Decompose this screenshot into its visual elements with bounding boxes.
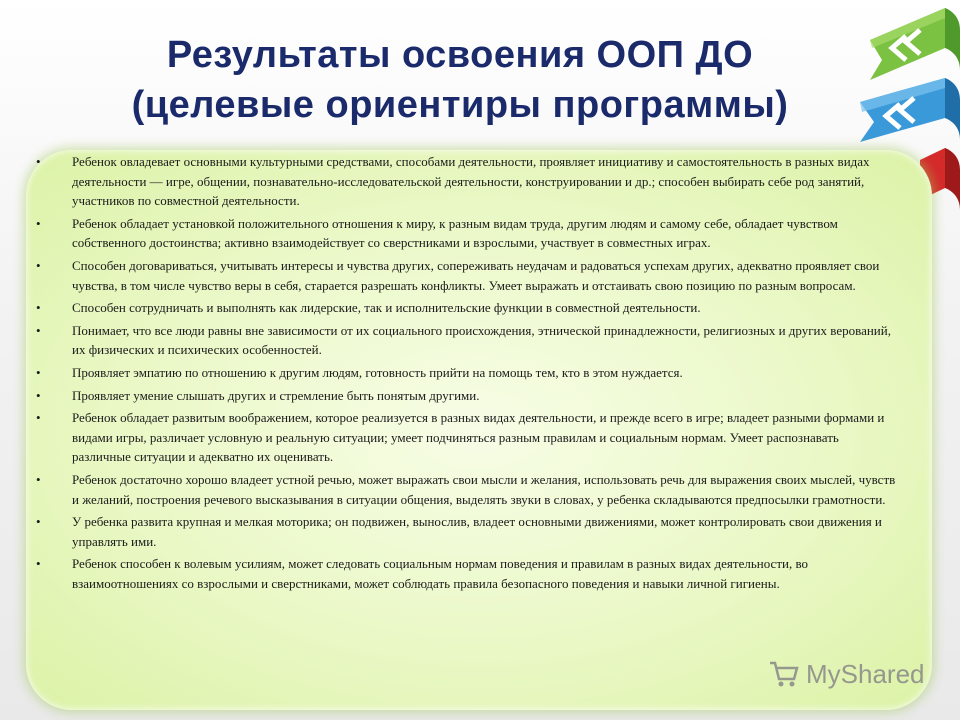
- bullet: •: [36, 322, 41, 338]
- list-item: [36, 321, 898, 360]
- bullet: •: [36, 364, 41, 380]
- list-item-text: Ребенок обладает развитым воображением, которое реализуется в разных видах деятельности, и прежде всего в игре; владеет разными формами и видами игры, различает условную и реальную ситуации; умеет подчиняться разным правилам и социальным нормам. Умеет распознавать различные ситуации и адекватно их оценивать.: [72, 410, 885, 465]
- bullet: •: [36, 410, 41, 426]
- list-item: [36, 152, 898, 211]
- bullet: •: [36, 387, 41, 403]
- list-item: [36, 408, 898, 467]
- list-item-text: Ребенок достаточно хорошо владеет устной речью, может выражать свои мысли и желания, использовать речь для выражения своих мыслей, чувств и желаний, построения речевого высказывания в ситуации общения, выделять звуки в словах, у ребенка складываются предпосылки грамотности.: [72, 471, 896, 507]
- watermark: [768, 656, 925, 692]
- list-item-text: Понимает, что все люди равны вне зависимости от их социального происхождения, этнической принадлежности, религиозных и других верований, их физических и психических особенностей.: [72, 322, 891, 358]
- list-item-text: Проявляет умение слышать других и стремление быть понятым другими.: [72, 387, 480, 403]
- bullet: •: [36, 257, 41, 273]
- watermark-text: MyShared: [806, 658, 925, 689]
- list-item: [36, 386, 898, 406]
- cart-icon: [768, 659, 800, 689]
- slide-title-line-1: Результаты освоения ООП ДО: [166, 34, 754, 76]
- bullet: •: [36, 154, 41, 169]
- slide-title: [40, 30, 880, 130]
- list-item: [36, 214, 898, 253]
- list-item: [36, 512, 898, 551]
- list-item-text: Проявляет эмпатию по отношению к другим людям, готовность прийти на помощь тем, кто в этом нуждается.: [72, 364, 683, 380]
- list-item-text: У ребенка развита крупная и мелкая моторика; он подвижен, вынослив, владеет основными движениями, может контролировать свои движения и управлять ими.: [72, 514, 882, 549]
- list-item: [36, 256, 898, 295]
- target-list: [36, 152, 898, 596]
- list-item-text: Способен договариваться, учитывать интересы и чувства других, сопереживать неудачам и радоваться успехам других, адекватно проявляет свои чувства, в том числе чувство веры в себя, старается разрешать конфликты. Умеет выражать и отстаивать свою позицию по разным вопросам.: [72, 257, 880, 293]
- list-item: [36, 298, 898, 318]
- list-item-text: Ребенок овладевает основными культурными средствами, способами деятельности, проявляет инициативу и самостоятельность в разных видах деятельности — игре, общении, познавательно-исследовательской деятельности, конструировании и др.; способен выбирать себе род занятий, участников по совместной деятельности.: [72, 154, 870, 209]
- list-item: [36, 554, 898, 593]
- list-item: [36, 363, 898, 383]
- bullet: •: [36, 215, 41, 231]
- list-item-text: Ребенок обладает установкой положительного отношения к миру, к разным видам труда, другим людям и самому себе, обладает чувством собственного достоинства; активно взаимодействует со сверстниками и взрослыми, участвует в совместных играх.: [72, 215, 838, 251]
- list-item: [36, 470, 898, 509]
- bullet: •: [36, 514, 41, 530]
- list-item-text: Способен сотрудничать и выполнять как лидерские, так и исполнительские функции в совместной деятельности.: [72, 300, 701, 316]
- bullet: •: [36, 300, 41, 316]
- bullet: •: [36, 556, 41, 572]
- slide-title-line-2: (целевые ориентиры программы): [131, 84, 789, 126]
- list-item-text: Ребенок способен к волевым усилиям, может следовать социальным нормам поведения и правилам в разных видах деятельности, во взаимоотношениях со взрослыми и сверстниками, может соблюдать правила безопасного поведения и навыки личной гигиены.: [72, 556, 809, 591]
- bullet: •: [36, 471, 41, 487]
